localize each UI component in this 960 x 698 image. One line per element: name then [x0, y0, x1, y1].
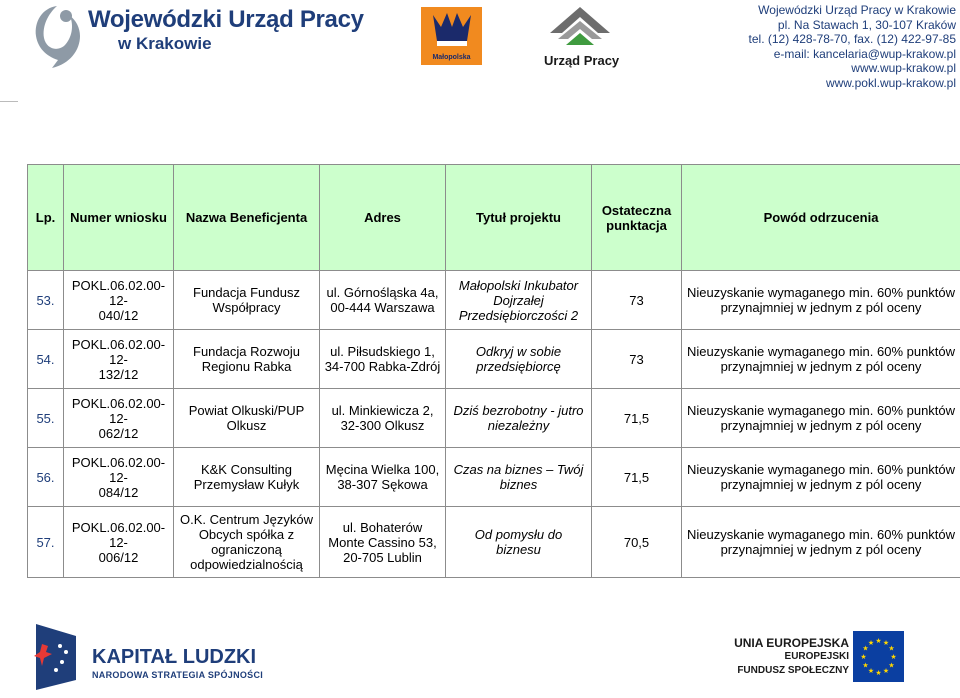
- adres-line: 34-700 Rabka-Zdrój: [324, 359, 441, 374]
- letterhead: [0, 0, 960, 110]
- adres-line: Monte Cassino 53,: [328, 534, 437, 550]
- cell-nazwa: [174, 330, 320, 389]
- nazwa-line: K&K Consulting: [200, 462, 293, 477]
- tytul-line: Dojrzałej: [493, 292, 544, 308]
- numer-line: 084/12: [98, 484, 139, 500]
- tytul-line: przedsiębiorcę: [476, 359, 561, 374]
- cell-lp: 54.: [28, 330, 64, 389]
- malopolska-label: Małopolska: [432, 54, 471, 61]
- nazwa-line: Fundacja Rozwoju: [193, 344, 300, 359]
- cell-nazwa: [174, 448, 320, 507]
- tytul-line: Dziś bezrobotny - jutro: [453, 403, 584, 418]
- cell-lp: 56.: [28, 448, 64, 507]
- svg-text:★: ★: [862, 661, 869, 670]
- cell-tytul: [446, 389, 592, 448]
- divider: [0, 101, 18, 102]
- cell-numer: [64, 271, 174, 330]
- tytul-line: niezależny: [487, 418, 550, 433]
- nazwa-line: Olkusz: [226, 418, 267, 433]
- nazwa-line: odpowiedzialnością: [190, 557, 303, 572]
- table-row: [28, 507, 960, 578]
- cell-adres: [320, 389, 446, 448]
- eu-line-1: UNIA EUROPEJSKA: [734, 636, 849, 650]
- rejected-applications-table: [27, 164, 960, 578]
- cell-lp: 57.: [28, 507, 64, 578]
- org-city: w Krakowie: [118, 34, 212, 53]
- svg-text:★: ★: [882, 667, 890, 675]
- svg-text:★: ★: [867, 639, 875, 647]
- nazwa-line: O.K. Centrum Języków: [180, 512, 313, 527]
- col-header-lp: Lp.: [28, 165, 64, 271]
- powod-line: przynajmniej w jednym z pól oceny: [720, 542, 922, 557]
- powod-line: przynajmniej w jednym z pól oceny: [720, 418, 922, 433]
- cell-powod: [682, 330, 960, 389]
- cell-punktacja: 71,5: [592, 448, 682, 507]
- eu-flag-icon: [853, 631, 904, 682]
- adres-line: Męcina Wielka 100,: [325, 462, 440, 477]
- wup-logo-icon: [30, 4, 85, 72]
- tytul-line: Czas na biznes – Twój: [453, 462, 584, 477]
- svg-text:★: ★: [875, 669, 882, 677]
- kapital-ludzki-title: KAPITAŁ LUDZKI: [92, 646, 257, 668]
- adres-line: 00-444 Warszawa: [330, 300, 435, 315]
- powod-line: przynajmniej w jednym z pól oceny: [720, 477, 922, 492]
- cell-punktacja: 73: [592, 271, 682, 330]
- numer-line: POKL.06.02.00-12-: [71, 395, 166, 426]
- cell-nazwa: [174, 507, 320, 578]
- nazwa-line: Fundacja Fundusz: [193, 285, 300, 300]
- powod-line: przynajmniej w jednym z pól oceny: [720, 359, 922, 374]
- cell-punktacja: 71,5: [592, 389, 682, 448]
- cell-numer: [64, 389, 174, 448]
- svg-text:★: ★: [888, 661, 895, 670]
- nazwa-line: Powiat Olkuski/PUP: [188, 403, 305, 418]
- cell-punktacja: 70,5: [592, 507, 682, 578]
- adres-line: ul. Minkiewicza 2,: [331, 403, 434, 418]
- tytul-line: biznesu: [496, 542, 541, 557]
- contact-block: [749, 3, 956, 91]
- powod-line: Nieuzyskanie wymaganego min. 60% punktów: [686, 403, 956, 418]
- contact-website-link[interactable]: www.wup-krakow.pl: [851, 61, 956, 76]
- col-header-numer: Numer wniosku: [64, 165, 174, 271]
- contact-office: Wojewódzki Urząd Pracy w Krakowie: [758, 3, 956, 17]
- tytul-line: Odkryj w sobie: [475, 344, 562, 359]
- numer-line: 006/12: [98, 549, 139, 565]
- adres-line: 32-300 Olkusz: [340, 418, 425, 433]
- adres-line: 38-307 Sękowa: [337, 477, 428, 492]
- nazwa-line: Przemysław Kułyk: [193, 477, 300, 492]
- contact-address: pl. Na Stawach 1, 30-107 Kraków: [777, 17, 956, 32]
- adres-line: ul. Górnośląska 4a,: [326, 285, 439, 300]
- cell-powod: [682, 507, 960, 578]
- col-header-adres: Adres: [320, 165, 446, 271]
- numer-line: 062/12: [98, 425, 139, 441]
- numer-line: POKL.06.02.00-12-: [71, 519, 166, 550]
- cell-tytul: [446, 271, 592, 330]
- powod-line: Nieuzyskanie wymaganego min. 60% punktów: [686, 285, 956, 300]
- tytul-line: Od pomysłu do: [474, 527, 563, 542]
- col-header-tytul: Tytuł projektu: [446, 165, 592, 271]
- numer-line: POKL.06.02.00-12-: [71, 336, 166, 367]
- cell-lp: 53.: [28, 271, 64, 330]
- table-row: [28, 448, 960, 507]
- cell-adres: [320, 448, 446, 507]
- svg-text:★: ★: [867, 667, 875, 675]
- svg-text:★: ★: [875, 637, 882, 645]
- svg-text:★: ★: [888, 644, 895, 653]
- malopolska-crest-icon: [421, 7, 482, 53]
- cell-powod: [682, 448, 960, 507]
- urzad-pracy-logo-icon: [540, 3, 620, 58]
- cell-punktacja: 73: [592, 330, 682, 389]
- eu-line-2: EUROPEJSKI: [784, 651, 849, 662]
- eu-line-3: FUNDUSZ SPOŁECZNY: [737, 665, 849, 676]
- cell-powod: [682, 271, 960, 330]
- powod-line: przynajmniej w jednym z pól oceny: [720, 300, 922, 315]
- urzad-pracy-label: Urząd Pracy: [544, 53, 620, 68]
- adres-line: ul. Piłsudskiego 1,: [330, 344, 435, 359]
- adres-line: ul. Bohaterów: [342, 519, 423, 535]
- org-name: Wojewódzki Urząd Pracy: [88, 6, 364, 33]
- kapital-ludzki-subtitle: NARODOWA STRATEGIA SPÓJNOŚCI: [92, 670, 264, 680]
- cell-tytul: [446, 330, 592, 389]
- cell-adres: [320, 507, 446, 578]
- col-header-punktacja: Ostateczna punktacja: [592, 165, 682, 271]
- table-row: [28, 389, 960, 448]
- cell-powod: [682, 389, 960, 448]
- adres-line: 20-705 Lublin: [343, 549, 422, 565]
- cell-lp: 55.: [28, 389, 64, 448]
- contact-pokl-website-link[interactable]: www.pokl.wup-krakow.pl: [825, 75, 956, 90]
- tytul-line: biznes: [499, 477, 538, 492]
- numer-line: POKL.06.02.00-12-: [71, 277, 166, 308]
- cell-adres: [320, 271, 446, 330]
- cell-numer: [64, 507, 174, 578]
- powod-line: Nieuzyskanie wymaganego min. 60% punktów: [686, 344, 956, 359]
- contact-email-link[interactable]: e-mail: kancelaria@wup-krakow.pl: [773, 46, 956, 61]
- kapital-ludzki-flag-icon: [32, 622, 80, 692]
- nazwa-line: ograniczoną: [211, 542, 282, 557]
- malopolska-logo: [421, 7, 482, 65]
- tytul-line: Małopolski Inkubator: [458, 277, 579, 293]
- numer-line: POKL.06.02.00-12-: [71, 454, 166, 485]
- nazwa-line: Współpracy: [212, 300, 281, 315]
- contact-phone: tel. (12) 428-78-70, fax. (12) 422-97-85: [748, 32, 956, 47]
- powod-line: Nieuzyskanie wymaganego min. 60% punktów: [686, 527, 956, 542]
- eu-label-block: [734, 636, 849, 678]
- cell-tytul: [446, 507, 592, 578]
- cell-adres: [320, 330, 446, 389]
- table-row: [28, 330, 960, 389]
- numer-line: 040/12: [98, 307, 139, 323]
- svg-text:★: ★: [862, 644, 869, 653]
- nazwa-line: Obcych spółka z: [198, 527, 295, 542]
- col-header-powod: Powód odrzucenia: [682, 165, 960, 271]
- numer-line: 132/12: [98, 366, 139, 382]
- table-header-row: [28, 165, 960, 271]
- cell-numer: [64, 448, 174, 507]
- cell-tytul: [446, 448, 592, 507]
- svg-text:★: ★: [882, 639, 890, 647]
- powod-line: Nieuzyskanie wymaganego min. 60% punktów: [686, 462, 956, 477]
- col-header-nazwa: Nazwa Beneficjenta: [174, 165, 320, 271]
- cell-numer: [64, 330, 174, 389]
- svg-text:★: ★: [860, 653, 867, 661]
- tytul-line: Przedsiębiorczości 2: [458, 307, 579, 323]
- cell-nazwa: [174, 389, 320, 448]
- nazwa-line: Regionu Rabka: [201, 359, 292, 374]
- cell-nazwa: [174, 271, 320, 330]
- svg-text:★: ★: [890, 653, 897, 661]
- table-row: [28, 271, 960, 330]
